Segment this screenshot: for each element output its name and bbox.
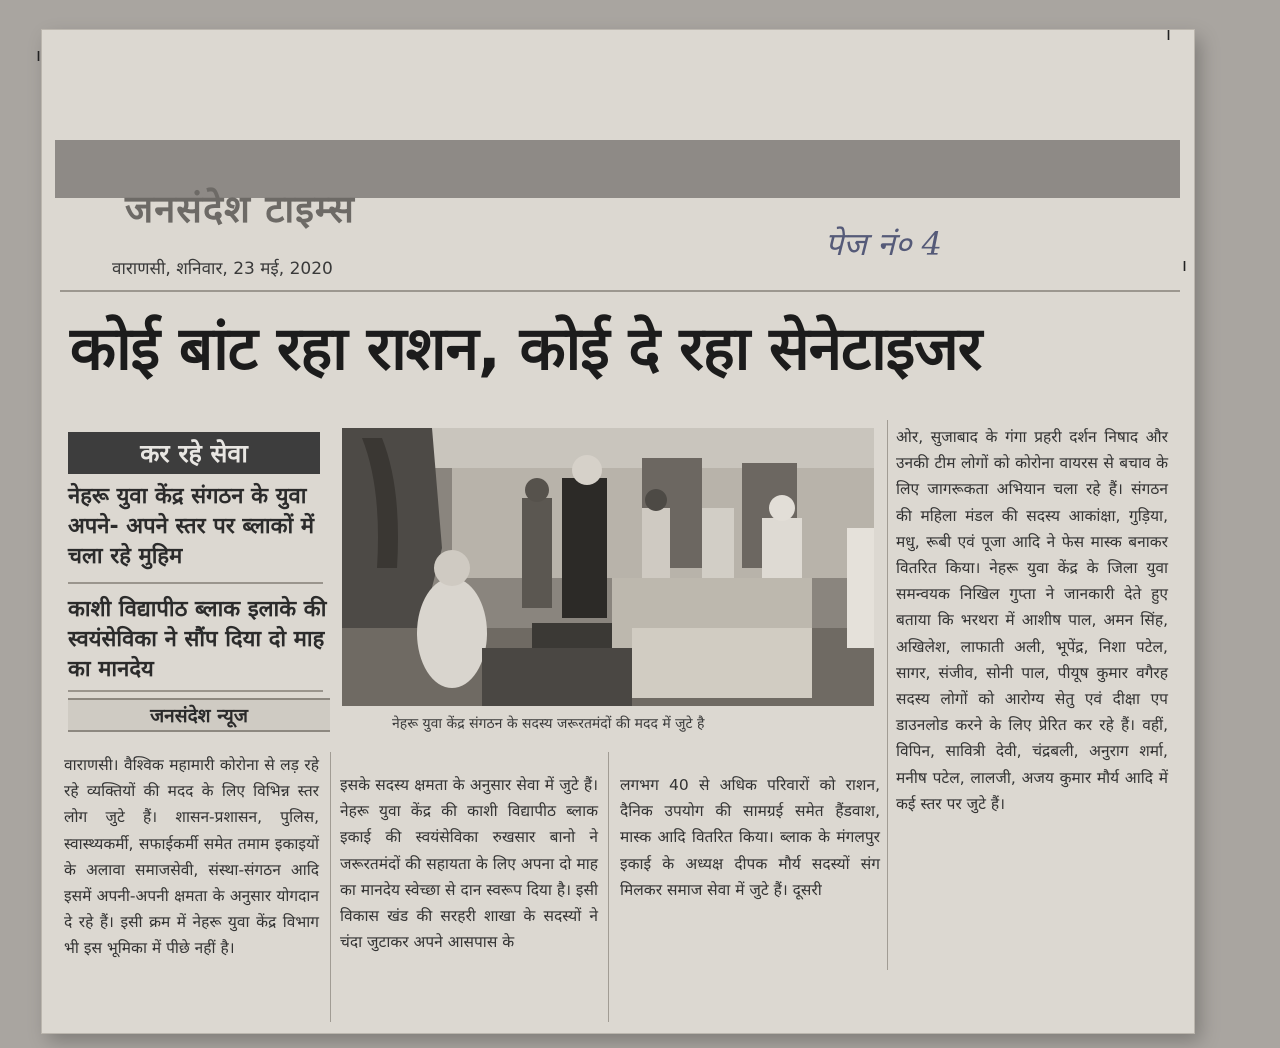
column-text: वाराणसी। वैश्विक महामारी कोरोना से लड़ रहे रहे व्यक्तियों की मदद के लिए विभिन्न स्तर लोग जुटे हैं। शासन-प्रशासन, पुलिस, स्वास्थ्यकर्मी, सफाईकर्मी समेत तमाम इकाइयों के अलावा समाजसेवी, संस्था-संगठन आदि इसमें अपनी-अपनी क्षमता के अनुसार योगदान दे रहे हैं। इसी क्रम में नेहरू युवा केंद्र विभाग भी इस भूमिका में पीछे नहीं है।: [64, 756, 319, 958]
subheading-2: काशी विद्यापीठ ब्लाक इलाके की स्वयंसेविका ने सौंप दिया दो माह का मानदेय: [68, 597, 327, 682]
corner-mark: ı: [36, 45, 42, 66]
article-column-1: [64, 752, 319, 962]
handwritten-page-note: पेज नं० 4: [825, 225, 943, 263]
header-rule: [60, 290, 1180, 292]
subheading-divider: [68, 690, 323, 692]
column-divider: [887, 420, 888, 970]
article-column-2: [340, 772, 598, 955]
article-column-3: [620, 772, 880, 903]
column-text: इसके सदस्य क्षमता के अनुसार सेवा में जुटे हैं। नेहरू युवा केंद्र की काशी विद्यापीठ ब्लाक इकाई की स्वयंसेविका रुखसार बानो ने जरूरतमंदों की सहायता के लिए अपना दो माह का मानदेय स्वेच्छा से दान स्वरूप दिया है। इसी विकास खंड की सरहरी शाखा के सदस्यों ने चंदा जुटाकर अपने आसपास के: [340, 776, 598, 952]
byline: जनसंदेश न्यूज: [68, 698, 330, 732]
masthead: जनसंदेश टाइम्स: [125, 187, 355, 231]
news-photo: [342, 428, 874, 706]
article-column-4: [896, 424, 1168, 817]
section-tag: कर रहे सेवा: [68, 432, 320, 474]
corner-mark: ı: [1166, 24, 1172, 45]
dateline: वाराणसी, शनिवार, 23 मई, 2020: [112, 259, 333, 279]
column-text: ओर, सुजाबाद के गंगा प्रहरी दर्शन निषाद और उनकी टीम लोगों को कोरोना वायरस से बचाव के लिए जागरूकता अभियान चला रहे हैं। संगठन की महिला मंडल की सदस्य आकांक्षा, गुड़िया, मधु, रूबी एवं पूजा आदि ने फेस मास्क बनाकर वितरित किया। नेहरू युवा केंद्र के जिला युवा समन्वयक निखिल गुप्ता ने जानकारी देते हुए बताया कि भरथरा में आशीष पाल, अमन सिंह, अखिलेश, लाफाती अली, भूपेंद्र, निशा पटेल, सागर, संजीव, सोनी पाल, पीयूष कुमार वगैरह सदस्य लोगों को आरोग्य सेतु एवं दीक्षा एप डाउनलोड करने के लिए प्रेरित कर रहे हैं। वहीं, विपिन, सावित्री देवी, चंद्रबली, अनुराग शर्मा, मनीष पटेल, लालजी, अजय कुमार मौर्य आदि में कई स्तर पर जुटे हैं।: [896, 428, 1168, 813]
headline: कोई बांट रहा राशन, कोई दे रहा सेनेटाइजर: [70, 314, 982, 384]
column-divider: [330, 752, 331, 1022]
corner-mark: ı: [1182, 255, 1188, 276]
news-photo-illustration: [342, 428, 874, 706]
column-divider: [608, 752, 609, 1022]
photo-caption: नेहरू युवा केंद्र संगठन के सदस्य जरूरतमंदों की मदद में जुटे है: [392, 716, 705, 732]
subheading-divider: [68, 582, 323, 584]
column-text: लगभग 40 से अधिक परिवारों को राशन, दैनिक उपयोग की सामग्रई समेत हैंडवाश, मास्क आदि वितरित किया। ब्लाक के मंगलपुर इकाई के अध्यक्ष दीपक मौर्य सदस्यों संग मिलकर समाज सेवा में जुटे हैं। दूसरी: [620, 776, 880, 899]
subheading-1: नेहरू युवा केंद्र संगठन के युवा अपने- अपने स्तर पर ब्लाकों में चला रहे मुहिम: [68, 484, 315, 569]
